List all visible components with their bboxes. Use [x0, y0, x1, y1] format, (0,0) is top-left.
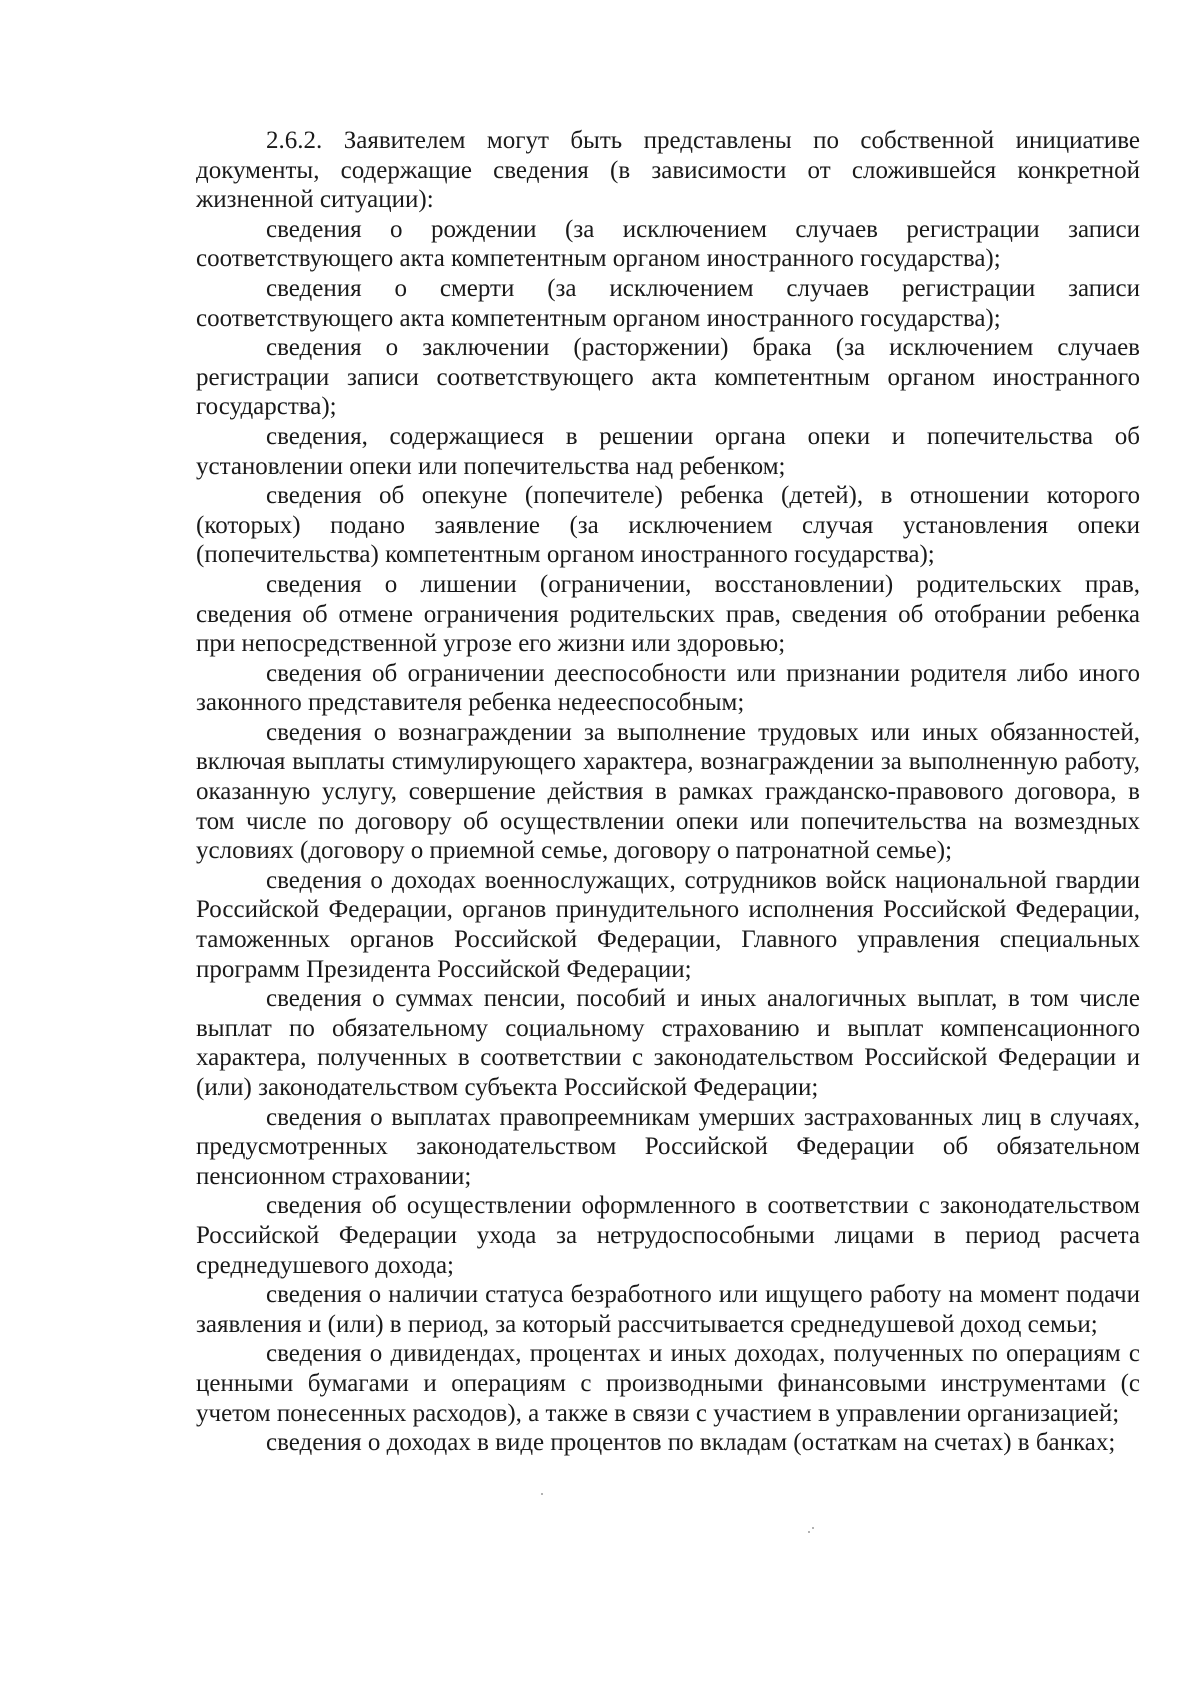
paragraph-birth: сведения о рождении (за исключением случаев регистрации записи соответствующего акта компетентным органом иностранного государства);	[196, 215, 1140, 273]
paragraph-death: сведения о смерти (за исключением случаев регистрации записи соответствующего акта компетентным органом иностранного государства);	[196, 274, 1140, 332]
paragraph-pensions: сведения о суммах пенсии, пособий и иных аналогичных выплат, в том числе выплат по обязательному социальному страхованию и выплат компенсационного характера, полученных в соответствии с законодательством Российской Федерации и (или) законодательством субъекта Российской Федерации;	[196, 985, 1140, 1101]
paragraph-legal-capacity: сведения об ограничении дееспособности или признании родителя либо иного законного представителя ребенка недееспособным;	[196, 659, 1140, 717]
paragraph-guardian: сведения об опекуне (попечителе) ребенка (детей), в отношении которого (которых) подано заявление (за исключением случая установления опеки (попечительства) компетентным органом иностранного государства);	[196, 482, 1140, 569]
paragraph-guardianship-decision: сведения, содержащиеся в решении органа опеки и попечительства об установлении опеки или попечительства над ребенком;	[196, 422, 1140, 480]
paragraph-remuneration: сведения о вознаграждении за выполнение трудовых или иных обязанностей, включая выплаты стимулирующего характера, вознаграждении за выполненную работу, оказанную услугу, совершение действия в рамках гражданско-правового договора, в том числе по договору об осуществлении опеки или попечительства на возмездных условиях (договору о приемной семье, договору о патронатной семье);	[196, 718, 1140, 865]
paragraph-successors: сведения о выплатах правопреемникам умерших застрахованных лиц в случаях, предусмотренных законодательством Российской Федерации об обязательном пенсионном страховании;	[196, 1103, 1140, 1190]
document-body	[196, 126, 1140, 1458]
paragraph-dividends: сведения о дивидендах, процентах и иных доходах, полученных по операциям с ценными бумагами и операциям с производными финансовыми инструментами (с учетом понесенных расходов), а также в связи с участием в управлении организацией;	[196, 1340, 1140, 1427]
paragraph-deposits: сведения о доходах в виде процентов по вкладам (остаткам на счетах) в банках;	[266, 1429, 1116, 1457]
paragraph-unemployed: сведения о наличии статуса безработного или ищущего работу на момент подачи заявления и (или) в период, за который рассчитывается среднедушевой доход семьи;	[196, 1281, 1140, 1338]
paragraph-care: сведения об осуществлении оформленного в соответствии с законодательством Российской Федерации ухода за нетрудоспособными лицами в период расчета среднедушевого дохода;	[196, 1192, 1140, 1279]
scan-speck	[808, 1531, 810, 1533]
scan-speck	[541, 1493, 543, 1495]
paragraph-military-income: сведения о доходах военнослужащих, сотрудников войск национальной гвардии Российской Федерации, органов принудительного исполнения Российской Федерации, таможенных органов Российской Федерации, Главного управления специальных программ Президента Российской Федерации;	[196, 866, 1140, 983]
paragraph-2-6-2: 2.6.2. Заявителем могут быть представлены по собственной инициативе документы, содержащие сведения (в зависимости от сложившейся конкретной жизненной ситуации):	[196, 127, 1140, 214]
paragraph-parental-rights: сведения о лишении (ограничении, восстановлении) родительских прав, сведения об отмене ограничения родительских прав, сведения об отобрании ребенка при непосредственной угрозе его жизни или здоровью;	[196, 570, 1140, 658]
scan-speck	[812, 1527, 814, 1529]
paragraph-marriage: сведения о заключении (расторжении) брака (за исключением случаев регистрации записи соответствующего акта компетентным органом иностранного государства);	[196, 334, 1140, 421]
